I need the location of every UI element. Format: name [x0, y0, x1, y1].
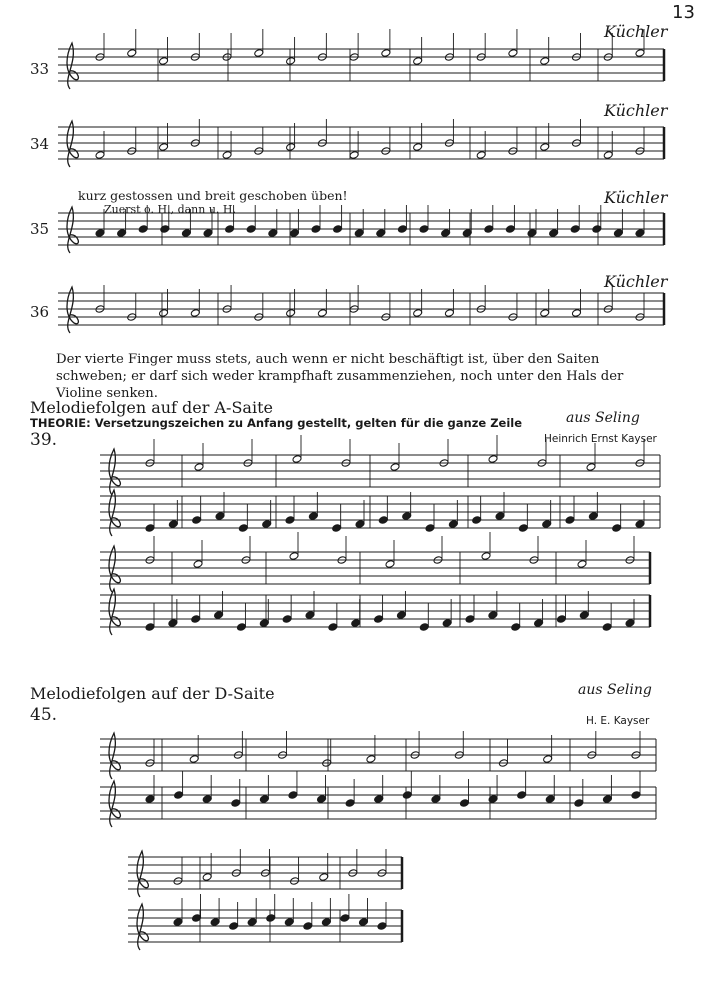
attribution-36: Küchler: [604, 272, 668, 291]
section-d-composer: H. E. Kayser: [586, 715, 650, 727]
section-d-heading: Melodiefolgen auf der D-Saite: [30, 684, 275, 703]
page-number: 13: [672, 2, 695, 23]
notes-a-1: [145, 435, 645, 471]
section-d-source: aus Seling: [578, 682, 652, 698]
instruction-35: kurz gestossen und breit geschoben üben!: [78, 188, 348, 203]
staff-a-1: [100, 449, 660, 495]
notes-a-3: [145, 532, 635, 568]
staff-top-1: [58, 43, 664, 89]
exercise-number-36: 36: [30, 303, 50, 321]
staff-d-1: [100, 733, 656, 779]
notes-d-3: [173, 849, 387, 885]
staff-d-2: [100, 781, 656, 827]
exercise-number-34: 34: [30, 135, 50, 153]
staff-top-2: [58, 121, 664, 167]
staff-a-3: [100, 546, 650, 592]
notes-d-1: [145, 731, 641, 767]
sub-instruction-35: Zuerst o. H., dann u. H.: [104, 203, 236, 216]
attribution-35: Küchler: [604, 188, 668, 207]
finger-paragraph: Der vierte Finger muss stets, auch wenn er nicht beschäftigt ist, über den Saiten schweben; er darf sich weder krampfhaft zusammenziehen, noch unter den Hals der Violine senken.: [56, 352, 624, 401]
section-a-composer: Heinrich Ernst Kayser: [544, 433, 657, 445]
exercise-number-45: 45.: [30, 705, 58, 725]
staff-d-4: [128, 904, 402, 950]
exercise-number-39: 39.: [30, 430, 58, 450]
exercise-number-33: 33: [30, 60, 50, 78]
attribution-34: Küchler: [604, 101, 668, 120]
section-a-source: aus Seling: [566, 410, 640, 426]
attribution-33: Küchler: [604, 22, 668, 41]
section-a-theory: THEORIE: Versetzungszeichen zu Anfang gestellt, gelten für die ganze Zeile: [30, 416, 523, 430]
staff-d-3: [128, 851, 402, 897]
notes-top-4: [95, 285, 645, 321]
staff-top-4: [58, 287, 664, 333]
section-a-heading: Melodiefolgen auf der A-Saite: [30, 398, 273, 417]
notes-d-4: [173, 894, 387, 930]
notes-d-2: [145, 771, 641, 807]
staff-a-4: [100, 589, 650, 635]
exercise-number-35: 35: [30, 220, 50, 238]
notes-top-1: [95, 29, 645, 65]
notes-top-2: [95, 119, 645, 159]
staff-a-2: [100, 490, 660, 536]
